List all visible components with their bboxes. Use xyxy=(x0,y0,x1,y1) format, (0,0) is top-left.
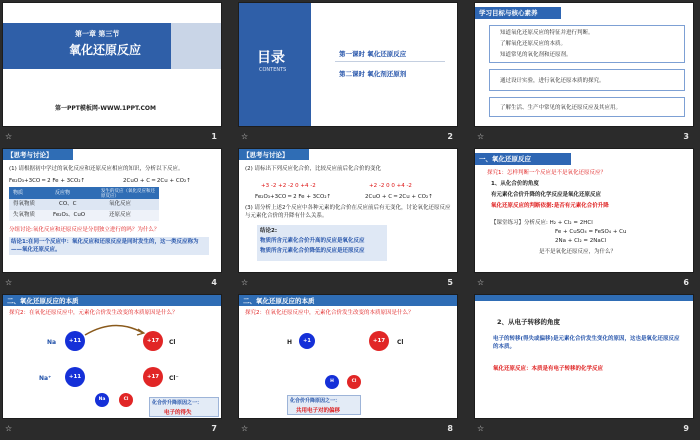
inquiry-question: 探究2：在氧化还原反应中，元素化合价发生改变的本质原因是什么？ xyxy=(9,310,178,316)
top-accent-bar xyxy=(475,295,694,301)
slide-footer-3 xyxy=(474,128,694,148)
hydrogen-nucleus: +1 xyxy=(299,333,315,349)
slide-number: 7 xyxy=(211,424,217,433)
inquiry-question: 探究2：在氧化还原反应中，元素化合价发生改变的本质原因是什么？ xyxy=(245,310,414,316)
star-icon[interactable]: ☆ xyxy=(241,278,249,287)
toc-item-2: 第二课时 氧化剂还原剂 xyxy=(339,70,407,78)
na-ion-label: Na⁺ xyxy=(39,375,52,382)
equation-2: 2CuO + C ═ 2Cu + CO₂↑ xyxy=(365,194,433,200)
exercise-eq: Fe + CuSO₄ = FeSO₄ + Cu xyxy=(555,229,627,235)
goal-item: 知道氧化还原反应的特征并进行判断。 xyxy=(500,30,594,36)
slide-footer-4 xyxy=(2,274,222,294)
exercise: 【课堂练习】分析反应: H₂ + Cl₂ = 2HCl xyxy=(491,220,593,226)
table-cell: Fe₂O₃、CuO xyxy=(53,212,86,218)
slide-header: 【思考与讨论】 xyxy=(239,149,309,160)
slide-header: 二、氧化还原反应的本质 xyxy=(3,295,222,306)
slide-number: 8 xyxy=(447,424,453,433)
sodium-ion-nucleus: +11 xyxy=(65,367,85,387)
table-header: 反应物 xyxy=(55,190,71,196)
chlorine-nucleus: +17 xyxy=(143,331,163,351)
chlorine-small-nucleus: Cl xyxy=(347,375,361,389)
table-cell: 得氧物质 xyxy=(13,201,36,207)
star-icon[interactable]: ☆ xyxy=(241,132,249,141)
table-cell: CO、C xyxy=(59,201,77,207)
point-heading: 1、从化合价的角度 xyxy=(491,181,539,187)
section-text: 电子的转移(得失或偏移)是元素化合价发生变化的原因，这也是氧化还原反应的本质。 xyxy=(493,336,680,350)
point-text: 有元素化合价升降的化学反应是氧化还原反应 xyxy=(491,192,602,198)
chlorine-nucleus: +17 xyxy=(369,331,389,351)
slide-header: 学习目标与核心素养 xyxy=(475,7,561,19)
conclusion-box: 结论2: 物质所含元素化合价升高的反应是氧化反应 物质所含元素化合价降低的反应是还原反应 xyxy=(257,225,387,261)
goal-item: 了解生活、生产中常见的氧化还原反应及其应用。 xyxy=(500,105,622,111)
slide-thumbnail-7[interactable] xyxy=(2,294,222,419)
slide-thumbnail-3[interactable] xyxy=(474,2,694,127)
slide-number: 4 xyxy=(211,278,217,287)
slide-footer-8 xyxy=(238,420,458,440)
equation-2: 2CuO + C ═ 2Cu + CO₂↑ xyxy=(123,178,191,184)
toc-subtitle: CONTENTS xyxy=(259,67,287,73)
table-header: 发生的反应（氧化反应和还原反应） xyxy=(101,189,155,199)
sodium-small-nucleus: Na xyxy=(95,393,109,407)
table-cell: 还原反应 xyxy=(109,212,132,218)
slide-title: 氧化还原反应 xyxy=(69,43,142,57)
table-cell: 失氧物质 xyxy=(13,212,36,218)
goals-box-1 xyxy=(489,25,685,63)
valence-row-2: +2 -2 0 0 +4 -2 xyxy=(369,183,412,189)
cause-note-box: 化合价升降原因之一： 电子的得失 xyxy=(149,397,219,417)
goal-item: 通过设计实验，进行氧化还原本质的探究。 xyxy=(500,78,605,84)
table-header: 物质 xyxy=(13,190,24,196)
discussion-prompt: 分组讨论:氧化反应和还原反应是分别独立进行的吗？为什么？ xyxy=(9,227,160,233)
toc-divider xyxy=(335,61,445,62)
reaction-table xyxy=(9,187,159,221)
star-icon[interactable]: ☆ xyxy=(5,132,13,141)
slide-footer-7 xyxy=(2,420,222,440)
question-3: (3) 请分析上述2个反应中各种元素的化合价在反应前后有无变化，讨论氧化还原反应与元素化合价的升降有什么关系。 xyxy=(245,205,451,219)
goals-box-2 xyxy=(489,69,685,91)
equation-1: Fe₂O₃+3CO ═ 2 Fe + 3CO₂↑ xyxy=(9,178,86,184)
hydrogen-small-nucleus: H xyxy=(325,375,339,389)
question: (2) 请标出下列反应化合价，比较反应前后化合价的变化 xyxy=(245,166,382,172)
cl-label: Cl xyxy=(397,339,404,346)
slide-header: 二、氧化还原反应的本质 xyxy=(239,295,458,306)
conclusion-box: 结论1:在同一个反应中：氧化反应和还原反应是同时发生的，这一类反应称为——氧化还原反应。 xyxy=(9,237,209,255)
slide-number: 2 xyxy=(447,132,453,141)
slide-thumbnail-4[interactable] xyxy=(2,148,222,273)
slide-thumbnail-1[interactable] xyxy=(2,2,222,127)
cause-note-box: 化合价升降原因之一： 共用电子对的偏移 xyxy=(287,395,361,415)
toc-item-1: 第一课时 氧化还原反应 xyxy=(339,50,407,58)
slide-thumbnail-5[interactable] xyxy=(238,148,458,273)
slide-number: 5 xyxy=(447,278,453,287)
h-label: H xyxy=(287,339,293,346)
slide-header: 一、氧化还原反应 xyxy=(475,153,571,165)
slide-number: 6 xyxy=(683,278,689,287)
cl-ion-label: Cl⁻ xyxy=(169,375,179,382)
valence-row-1: +3 -2 +2 -2 0 +4 -2 xyxy=(261,183,316,189)
slide-thumbnail-6[interactable] xyxy=(474,148,694,273)
electron-transfer-arrow xyxy=(83,321,147,337)
slide-thumbnail-9[interactable] xyxy=(474,294,694,419)
section-heading: 2、从电子转移的角度 xyxy=(497,318,561,326)
equation-1: Fe₂O₃+3CO ═ 2 Fe + 3CO₂↑ xyxy=(255,194,332,200)
cl-label: Cl xyxy=(169,339,176,346)
chapter-label: 第一章 第三节 xyxy=(75,30,120,38)
slide-number: 3 xyxy=(683,132,689,141)
table-cell: 氧化反应 xyxy=(109,201,132,207)
template-site-label: 第一PPT模板网-WWW.1PPT.COM xyxy=(55,105,156,112)
slide-footer-6 xyxy=(474,274,694,294)
goal-item: 了解氧化还原反应的本质。 xyxy=(500,41,567,47)
slide-number: 9 xyxy=(683,424,689,433)
star-icon[interactable]: ☆ xyxy=(477,278,485,287)
goals-box-3 xyxy=(489,97,685,117)
slide-footer-5 xyxy=(238,274,458,294)
star-icon[interactable]: ☆ xyxy=(477,424,485,433)
slide-footer-2 xyxy=(238,128,458,148)
sodium-nucleus: +11 xyxy=(65,331,85,351)
slide-footer-9 xyxy=(474,420,694,440)
definition: 氧化还原反应：本质是有电子转移的化学反应 xyxy=(493,366,604,372)
star-icon[interactable]: ☆ xyxy=(477,132,485,141)
slide-number: 1 xyxy=(211,132,217,141)
na-label: Na xyxy=(47,339,57,346)
title-band-accent xyxy=(171,23,222,69)
exercise-eq: 2Na + Cl₂ = 2NaCl xyxy=(555,238,607,244)
slide-thumbnail-2[interactable] xyxy=(238,2,458,127)
question: (1) 请根据初中学过的氧化反应和还原反应相应的知识，分析以下反应。 xyxy=(9,166,184,172)
slide-thumbnail-8[interactable] xyxy=(238,294,458,419)
chlorine-small-nucleus: Cl xyxy=(119,393,133,407)
star-icon[interactable]: ☆ xyxy=(241,424,249,433)
slide-header: 【思考与讨论】 xyxy=(3,149,73,160)
point-rule: 氧化还原反应的判断依据:是否有元素化合价升降 xyxy=(491,203,609,209)
star-icon[interactable]: ☆ xyxy=(5,424,13,433)
inquiry-question: 探究1：怎样判断一个反应是不是氧化还原反应？ xyxy=(487,170,607,176)
chloride-ion-nucleus: +17 xyxy=(143,367,163,387)
toc-title: 目录 xyxy=(257,50,285,66)
slide-footer-1 xyxy=(2,128,222,148)
star-icon[interactable]: ☆ xyxy=(5,278,13,287)
goal-item: 知道常见的氧化剂和还原剂。 xyxy=(500,52,572,58)
exercise-question: 是不是氧化还原反应，为什么？ xyxy=(539,249,617,255)
